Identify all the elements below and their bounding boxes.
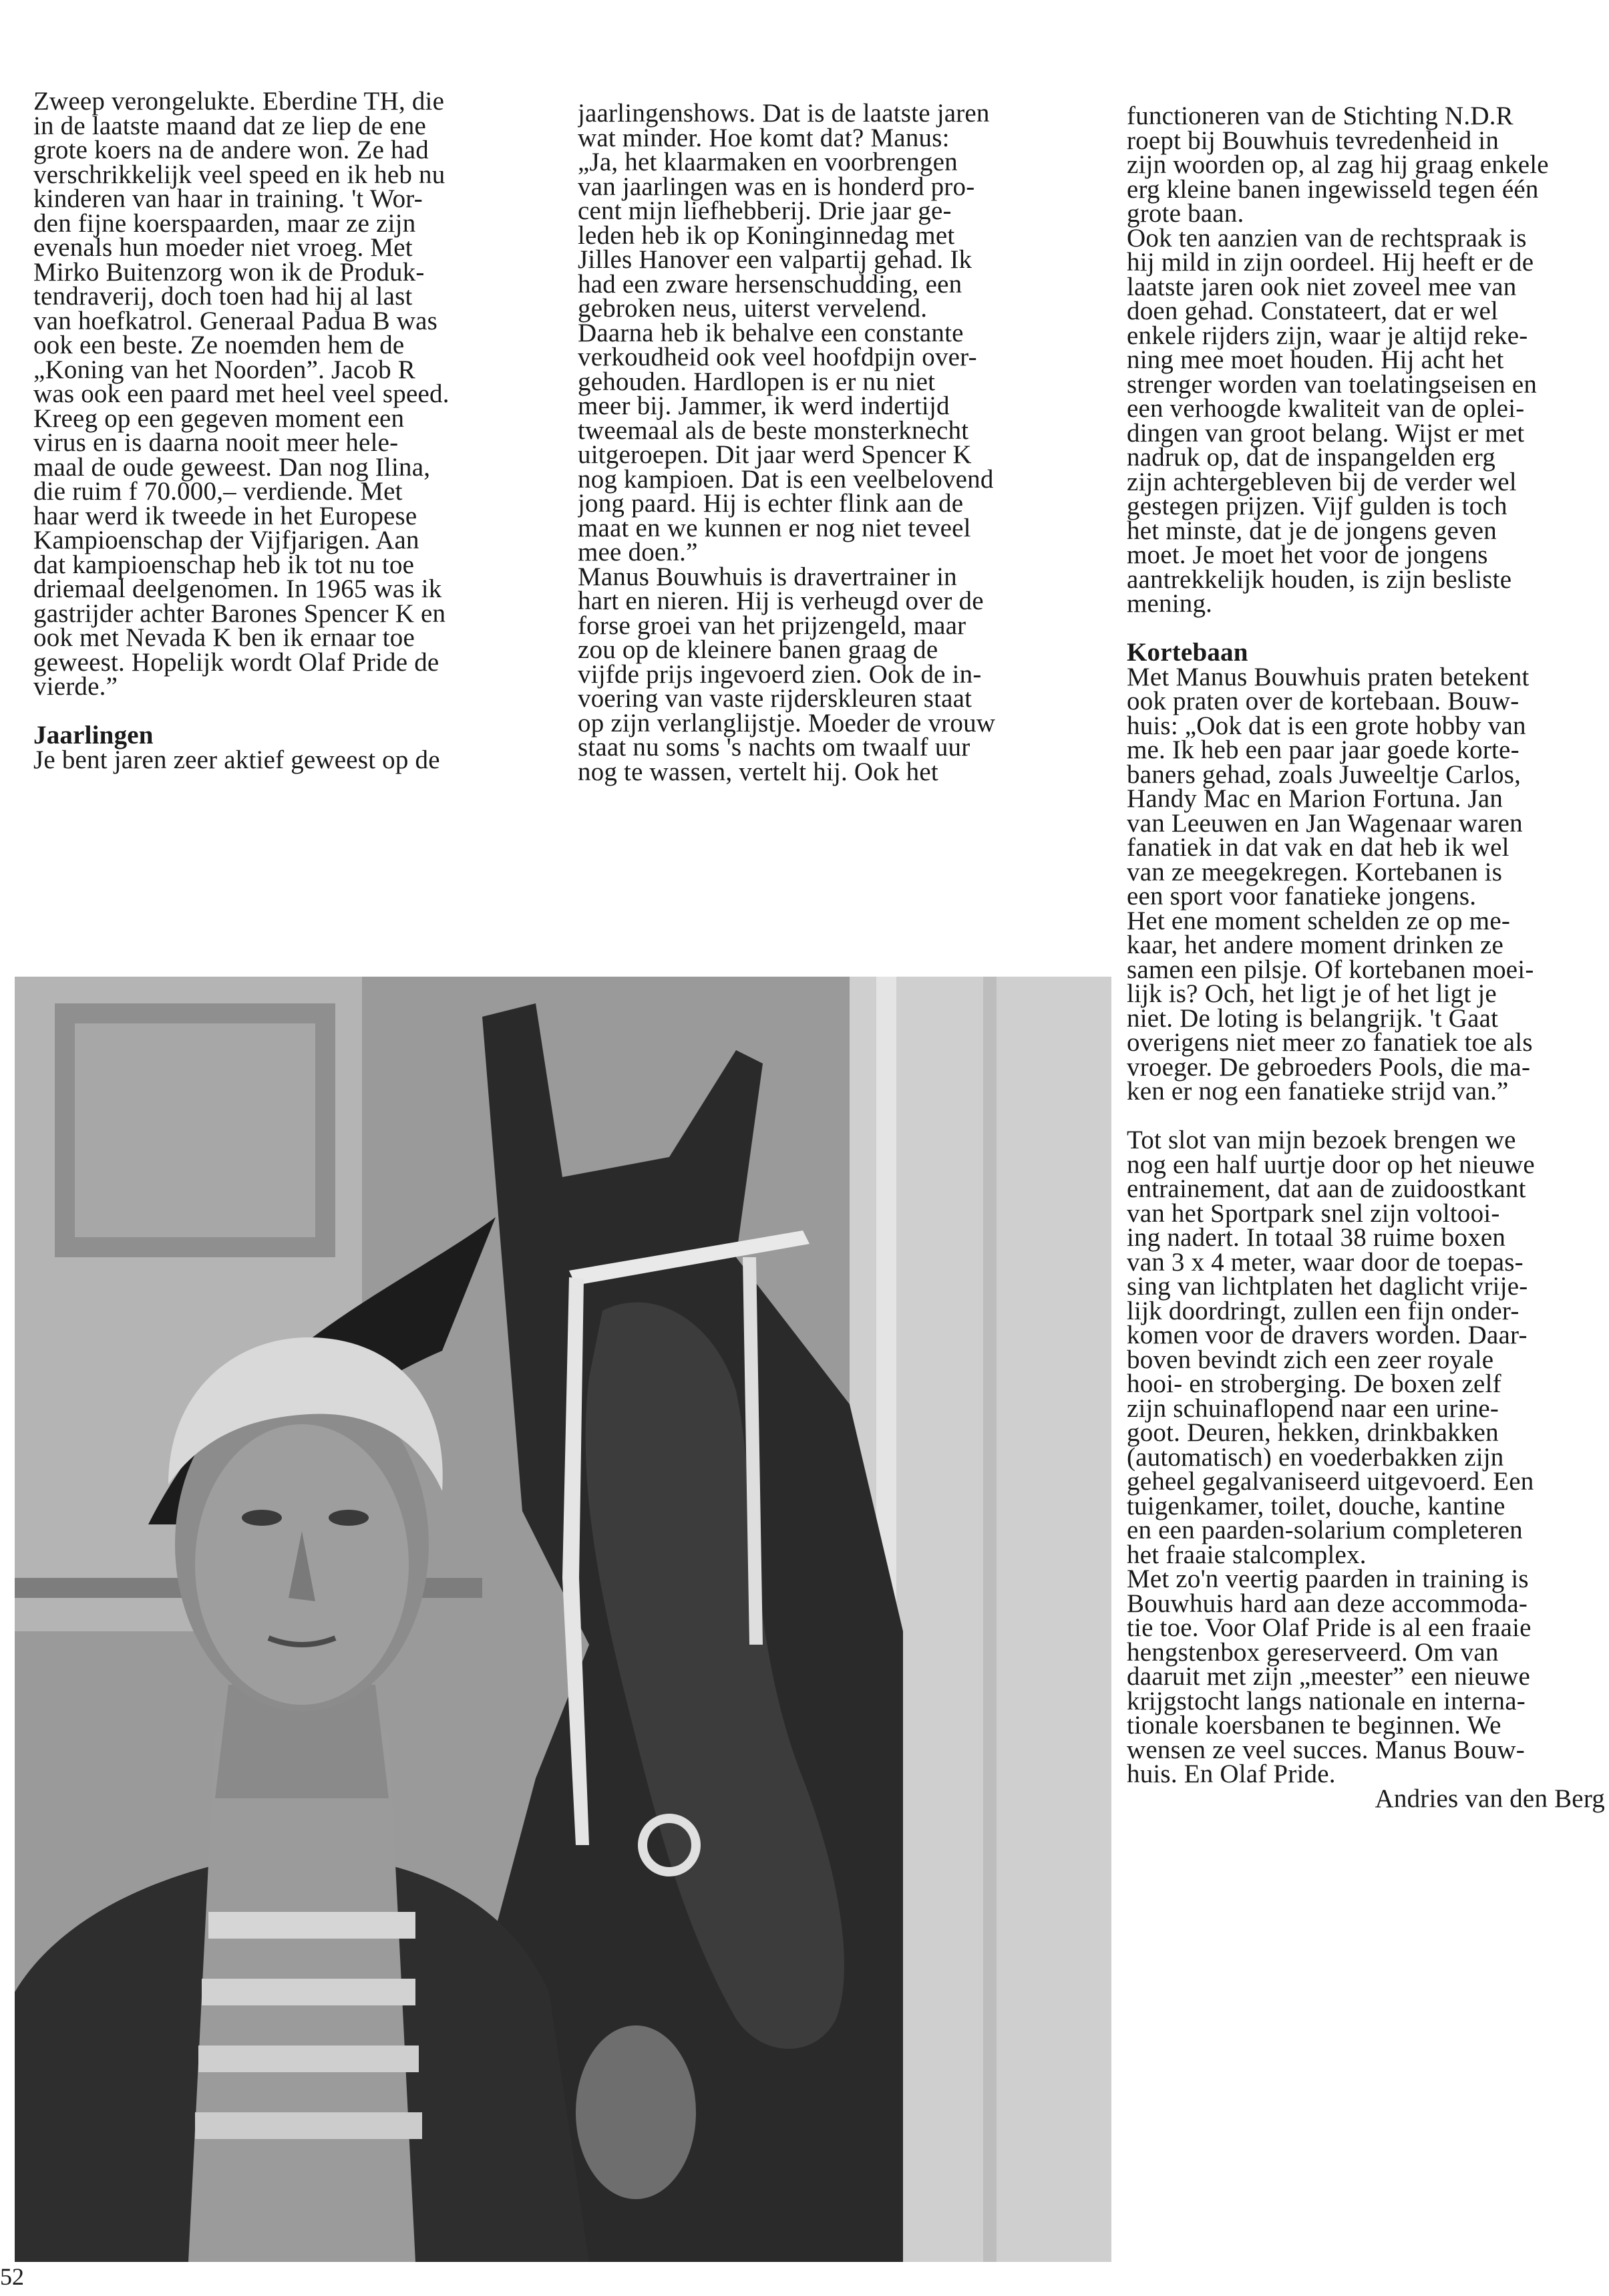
text-line: „Koning van het Noorden”. Jacob R	[33, 355, 415, 384]
text-line: lijk is? Och, het ligt je of het ligt je	[1127, 979, 1497, 1008]
section-heading: Kortebaan	[1127, 638, 1248, 667]
text-line: komen voor de dravers worden. Daar-	[1127, 1321, 1528, 1349]
text-line: maat en we kunnen er nog niet teveel	[578, 513, 971, 542]
text-line: huis: „Ook dat is een grote hobby van	[1127, 711, 1526, 740]
text-line: van ze meegekregen. Kortebanen is	[1127, 857, 1503, 886]
text-line: Kreeg op een gegeven moment een	[33, 403, 405, 433]
photo-trainer-with-horse	[15, 977, 1111, 2262]
text-line: hengstenbox gereserveerd. Om van	[1127, 1637, 1499, 1667]
text-line: ook met Nevada K ben ik ernaar toe	[33, 623, 415, 652]
text-line: tie toe. Voor Olaf Pride is al een fraaie	[1127, 1613, 1532, 1642]
text-line: nog te wassen, vertelt hij. Ook het	[578, 757, 938, 786]
text-line: in de laatste maand dat ze liep de ene	[33, 111, 426, 140]
paragraph-spacer	[1127, 1104, 1609, 1129]
text-line: dat kampioenschap heb ik tot nu toe	[33, 550, 415, 579]
text-line: vroeger. De gebroeders Pools, die ma-	[1127, 1052, 1531, 1082]
text-line: vijfde prijs ingevoerd zien. Ook de in-	[578, 659, 982, 689]
text-line: den fijne koerspaarden, maar ze zijn	[33, 208, 416, 238]
text-line: cent mijn liefhebberij. Drie jaar ge-	[578, 196, 952, 225]
text-line: maal de oude geweest. Dan nog Ilina,	[33, 452, 431, 482]
text-line: wat minder. Hoe komt dat? Manus:	[578, 123, 950, 152]
text-line: (automatisch) en voederbakken zijn	[1127, 1442, 1504, 1472]
section-heading: Jaarlingen	[33, 721, 154, 750]
text-line: gestegen prijzen. Vijf gulden is toch	[1127, 492, 1507, 520]
text-line: doen gehad. Constateert, dat er wel	[1127, 297, 1499, 325]
text-column-right	[1127, 104, 1609, 2275]
paragraph-spacer	[1127, 617, 1609, 641]
text-line: overigens niet meer zo fanatiek toe als	[1127, 1028, 1533, 1057]
text-line: enkele rijders zijn, waar je altijd reke-	[1127, 321, 1528, 350]
text-line: nog een half uurtje door op het nieuwe	[1127, 1150, 1535, 1179]
text-line: van het Sportpark snel zijn voltooi-	[1127, 1198, 1500, 1228]
text-line: Ook ten aanzien van de rechtspraak is	[1127, 223, 1527, 253]
text-line: krijgstocht langs nationale en interna-	[1127, 1686, 1526, 1715]
text-column-left	[33, 90, 541, 965]
text-line: zou op de kleinere banen graag de	[578, 635, 938, 664]
text-line: uitgeroepen. Dit jaar werd Spencer K	[578, 440, 972, 469]
text-line: Tot slot van mijn bezoek brengen we	[1127, 1126, 1516, 1154]
text-line: tweemaal als de beste monsterknecht	[578, 416, 969, 445]
text-line: gastrijder achter Barones Spencer K en	[33, 599, 446, 628]
paragraph-spacer	[33, 699, 541, 724]
text-line: ing nadert. In totaal 38 ruime boxen	[1127, 1223, 1506, 1252]
text-line: Kampioenschap der Vijfjarigen. Aan	[33, 526, 419, 554]
text-line: Zweep verongelukte. Eberdine TH, die	[33, 90, 445, 116]
text-line: Mirko Buitenzorg won ik de Produk-	[33, 257, 425, 287]
text-line: daaruit met zijn „meester” een nieuwe	[1127, 1662, 1531, 1691]
text-line: zijn schuinaflopend naar een urine-	[1127, 1393, 1499, 1423]
text-line: erg kleine banen ingewisseld tegen één	[1127, 174, 1539, 204]
author-signature: Andries van den Berg	[1375, 1784, 1605, 1813]
text-line: moet. Je moet het voor de jongens	[1127, 540, 1488, 569]
text-line: het minste, dat je de jongens geven	[1127, 516, 1497, 545]
text-line: van jaarlingen was en is honderd pro-	[578, 172, 975, 201]
text-line: vierde.”	[33, 672, 118, 701]
text-line: staat nu soms 's nachts om twaalf uur	[578, 733, 970, 762]
page-number: 52	[0, 2263, 24, 2290]
text-line: roept bij Bouwhuis tevredenheid in	[1127, 126, 1499, 155]
text-line: verschrikkelijk veel speed en ik heb nu	[33, 160, 445, 189]
text-line: laatste jaren ook niet zoveel mee van	[1127, 272, 1517, 301]
text-line: gebroken neus, uiterst vervelend.	[578, 294, 928, 323]
text-line: een verhoogde kwaliteit van de oplei-	[1127, 394, 1525, 423]
text-line: van 3 x 4 meter, waar door de toepas-	[1127, 1247, 1524, 1277]
text-line: tuigenkamer, toilet, douche, kantine	[1127, 1491, 1505, 1520]
text-line: ook praten over de kortebaan. Bouw-	[1127, 687, 1519, 715]
text-line: gehouden. Hardlopen is er nu niet	[578, 367, 936, 396]
text-line: Bouwhuis hard aan deze accommoda-	[1127, 1589, 1528, 1618]
text-line: zijn achtergebleven bij de verder wel	[1127, 467, 1517, 496]
text-line: functioneren van de Stichting N.D.R	[1127, 104, 1513, 130]
text-line: aantrekkelijk houden, is zijn besliste	[1127, 564, 1512, 594]
text-line: goot. Deuren, hekken, drinkbakken	[1127, 1418, 1499, 1447]
text-line: boven bevindt zich een zeer royale	[1127, 1345, 1494, 1374]
text-line: grote baan.	[1127, 199, 1244, 228]
text-line: ning mee moet houden. Hij acht het	[1127, 345, 1504, 374]
text-line: jong paard. Hij is echter flink aan de	[578, 489, 964, 518]
text-line: niet. De loting is belangrijk. 't Gaat	[1127, 1003, 1499, 1033]
text-line: kaar, het andere moment drinken ze	[1127, 931, 1503, 959]
text-line: was ook een paard met heel veel speed.	[33, 379, 450, 408]
text-line: lijk doordringt, zullen een fijn onder-	[1127, 1296, 1519, 1325]
text-line: zijn woorden op, al zag hij graag enkele	[1127, 150, 1549, 179]
text-line: verkoudheid ook veel hoofdpijn over-	[578, 343, 977, 371]
text-line: op zijn verlanglijstje. Moeder de vrouw	[578, 708, 996, 737]
text-line: tendraverij, doch toen had hij al last	[33, 282, 413, 311]
text-line: „Ja, het klaarmaken en voorbrengen	[578, 148, 958, 176]
text-line: ook een beste. Ze noemden hem de	[33, 331, 405, 359]
text-line: evenals hun moeder niet vroeg. Met	[33, 233, 413, 262]
text-line: nadruk op, dat de inspangelden erg	[1127, 443, 1495, 472]
text-line: voering van vaste rijderskleuren staat	[578, 684, 972, 713]
text-line: hooi- en stroberging. De boxen zelf	[1127, 1369, 1501, 1398]
text-line: forse groei van het prijzengeld, maar	[578, 611, 966, 640]
text-line: mee doen.”	[578, 538, 698, 566]
text-line: Met Manus Bouwhuis praten betekent	[1127, 662, 1530, 691]
text-line: die ruim f 70.000,– verdiende. Met	[33, 477, 403, 506]
text-line: baners gehad, zoals Juweeltje Carlos,	[1127, 760, 1522, 789]
text-line: wensen ze veel succes. Manus Bouw-	[1127, 1735, 1525, 1764]
text-line: Het ene moment schelden ze op me-	[1127, 906, 1511, 935]
text-line: samen een pilsje. Of kortebanen moei-	[1127, 955, 1534, 984]
text-line: leden heb ik op Koninginnedag met	[578, 220, 955, 250]
text-line: Handy Mac en Marion Fortuna. Jan	[1127, 784, 1503, 813]
text-line: driemaal deelgenomen. In 1965 was ik	[33, 575, 442, 603]
text-line: een sport voor fanatieke jongens.	[1127, 882, 1477, 911]
text-line: jaarlingenshows. Dat is de laatste jaren	[578, 102, 990, 128]
text-line: hij mild in zijn oordeel. Hij heeft er de	[1127, 248, 1534, 277]
text-line: Met zo'n veertig paarden in training is	[1127, 1565, 1529, 1593]
text-line: huis. En Olaf Pride.	[1127, 1760, 1336, 1788]
text-line: van Leeuwen en Jan Wagenaar waren	[1127, 808, 1523, 838]
text-line: mening.	[1127, 589, 1213, 618]
text-line: fanatiek in dat vak en dat heb ik wel	[1127, 833, 1509, 862]
text-line: sing van lichtplaten het daglicht vrije-	[1127, 1272, 1528, 1301]
text-line: had een zware hersenschudding, een	[578, 269, 962, 299]
text-line: strenger worden van toelatingseisen en	[1127, 369, 1538, 399]
text-line: kinderen van haar in training. 't Wor-	[33, 184, 423, 213]
text-line: geweest. Hopelijk wordt Olaf Pride de	[33, 647, 439, 677]
text-line: van hoefkatrol. Generaal Padua B was	[33, 306, 437, 335]
text-line: ken er nog een fanatieke strijd van.”	[1127, 1077, 1509, 1106]
text-line: Jilles Hanover een valpartij gehad. Ik	[578, 245, 972, 274]
text-line: Je bent jaren zeer aktief geweest op de	[33, 745, 440, 774]
text-line: haar werd ik tweede in het Europese	[33, 501, 417, 530]
text-line: Daarna heb ik behalve een constante	[578, 318, 964, 347]
text-line: Manus Bouwhuis is dravertrainer in	[578, 562, 957, 591]
text-line: me. Ik heb een paar jaar goede korte-	[1127, 735, 1519, 764]
text-line: het fraaie stalcomplex.	[1127, 1540, 1367, 1569]
text-line: dingen van groot belang. Wijst er met	[1127, 418, 1525, 448]
text-line: grote koers na de andere won. Ze had	[33, 136, 429, 164]
text-line: entrainement, dat aan de zuidoostkant	[1127, 1174, 1526, 1203]
text-line: geheel gegalvaniseerd uitgevoerd. Een	[1127, 1467, 1534, 1496]
text-line: nog kampioen. Dat is een veelbelovend	[578, 464, 994, 494]
text-column-middle	[578, 102, 1092, 957]
text-line: en een paarden-solarium completeren	[1127, 1516, 1523, 1544]
text-line: hart en nieren. Hij is verheugd over de	[578, 587, 984, 615]
text-line: meer bij. Jammer, ik werd indertijd	[578, 391, 950, 420]
text-line: virus en is daarna nooit meer hele-	[33, 428, 399, 457]
text-line: tionale koersbanen te beginnen. We	[1127, 1711, 1501, 1740]
